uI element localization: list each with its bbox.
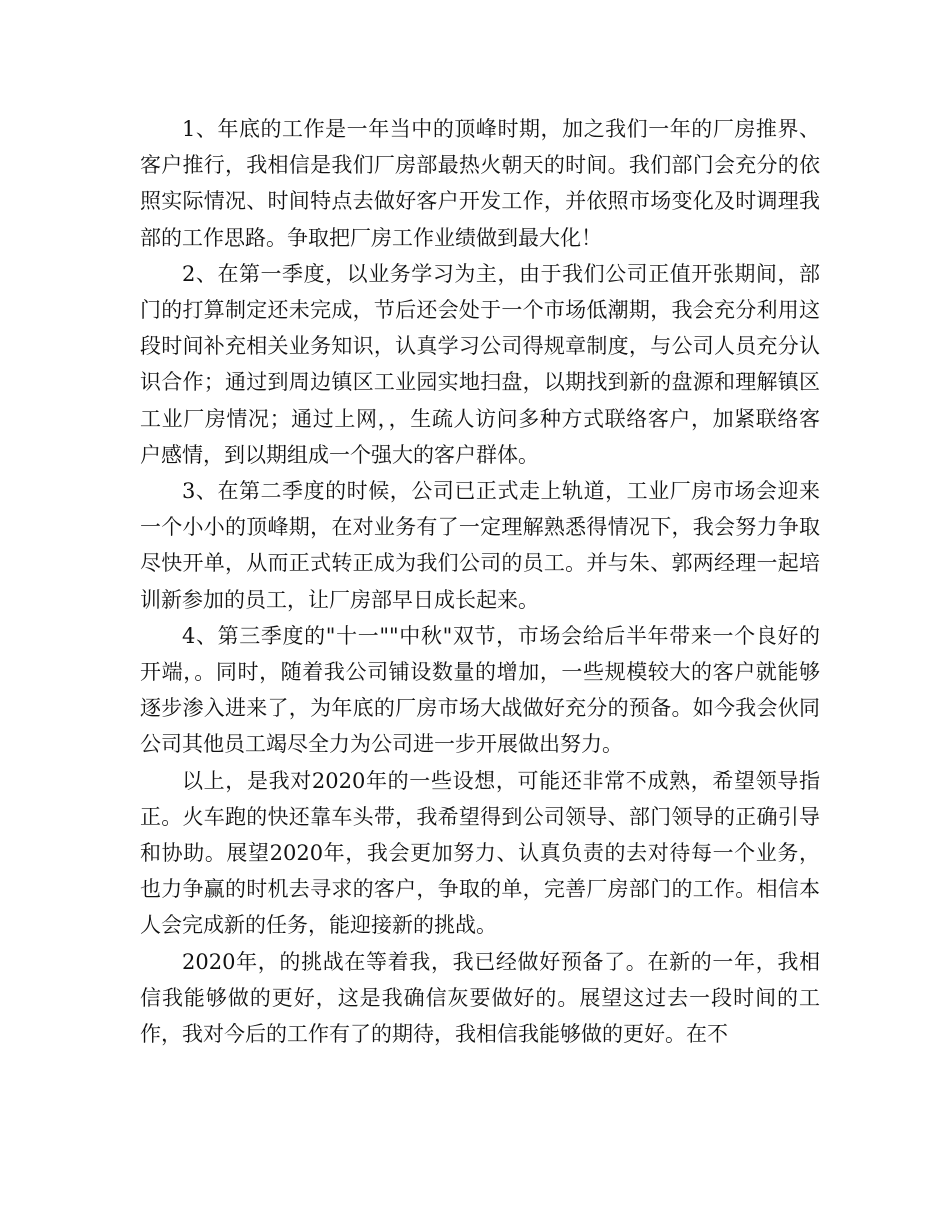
paragraph-2: 2、在第一季度，以业务学习为主，由于我们公司正值开张期间，部门的打算制定还未完成，节后还会处于一个市场低潮期，我会充分利用这段时间补充相关业务知识，认真学习公司得规章制度，与公司人员充分认识合作；通过到周边镇区工业园实地扫盘，以期找到新的盘源和理解镇区工业厂房情况；通过上网，，生疏人访问多种方式联络客户，加紧联络客户感情，到以期组成一个强大的客户群体。: [140, 261, 820, 467]
paragraph-3: 3、在第二季度的时候，公司已正式走上轨道，工业厂房市场会迎来一个小小的顶峰期，在对业务有了一定理解熟悉得情况下，我会努力争取尽快开单，从而正式转正成为我们公司的员工。并与朱、郭两经理一起培训新参加的员工，让厂房部早日成长起来。: [140, 479, 820, 612]
paragraph-4: 4、第三季度的"十一""中秋"双节，市场会给后半年带来一个良好的开端，。同时，随着我公司铺设数量的增加，一些规模较大的客户就能够逐步渗入进来了，为年底的厂房市场大战做好充分的预备。如今我会伙同公司其他员工竭尽全力为公司进一步开展做出努力。: [140, 623, 820, 757]
paragraph-1: 1、年底的工作是一年当中的顶峰时期，加之我们一年的厂房推界、客户推行，我相信是我们厂房部最热火朝天的时间。我们部门会充分的依照实际情况、时间特点去做好客户开发工作，并依照市场变化及时调理我部的工作思路。争取把厂房工作业绩做到最大化！: [140, 117, 820, 250]
paragraph-5: 以上，是我对2020年的一些设想，可能还非常不成熟，希望领导指正。火车跑的快还靠车头带，我希望得到公司领导、部门领导的正确引导和协助。展望2020年，我会更加努力、认真负责的去对待每一个业务，也力争赢的时机去寻求的客户，争取的单，完善厂房部门的工作。相信本人会完成新的任务，能迎接新的挑战。: [140, 768, 820, 938]
paragraph-6: 2020年，的挑战在等着我，我已经做好预备了。在新的一年，我相信我能够做的更好，这是我确信灰要做好的。展望这过去一段时间的工作，我对今后的工作有了的期待，我相信我能够做的更好。在不: [140, 949, 820, 1047]
document-body: [140, 111, 820, 1052]
